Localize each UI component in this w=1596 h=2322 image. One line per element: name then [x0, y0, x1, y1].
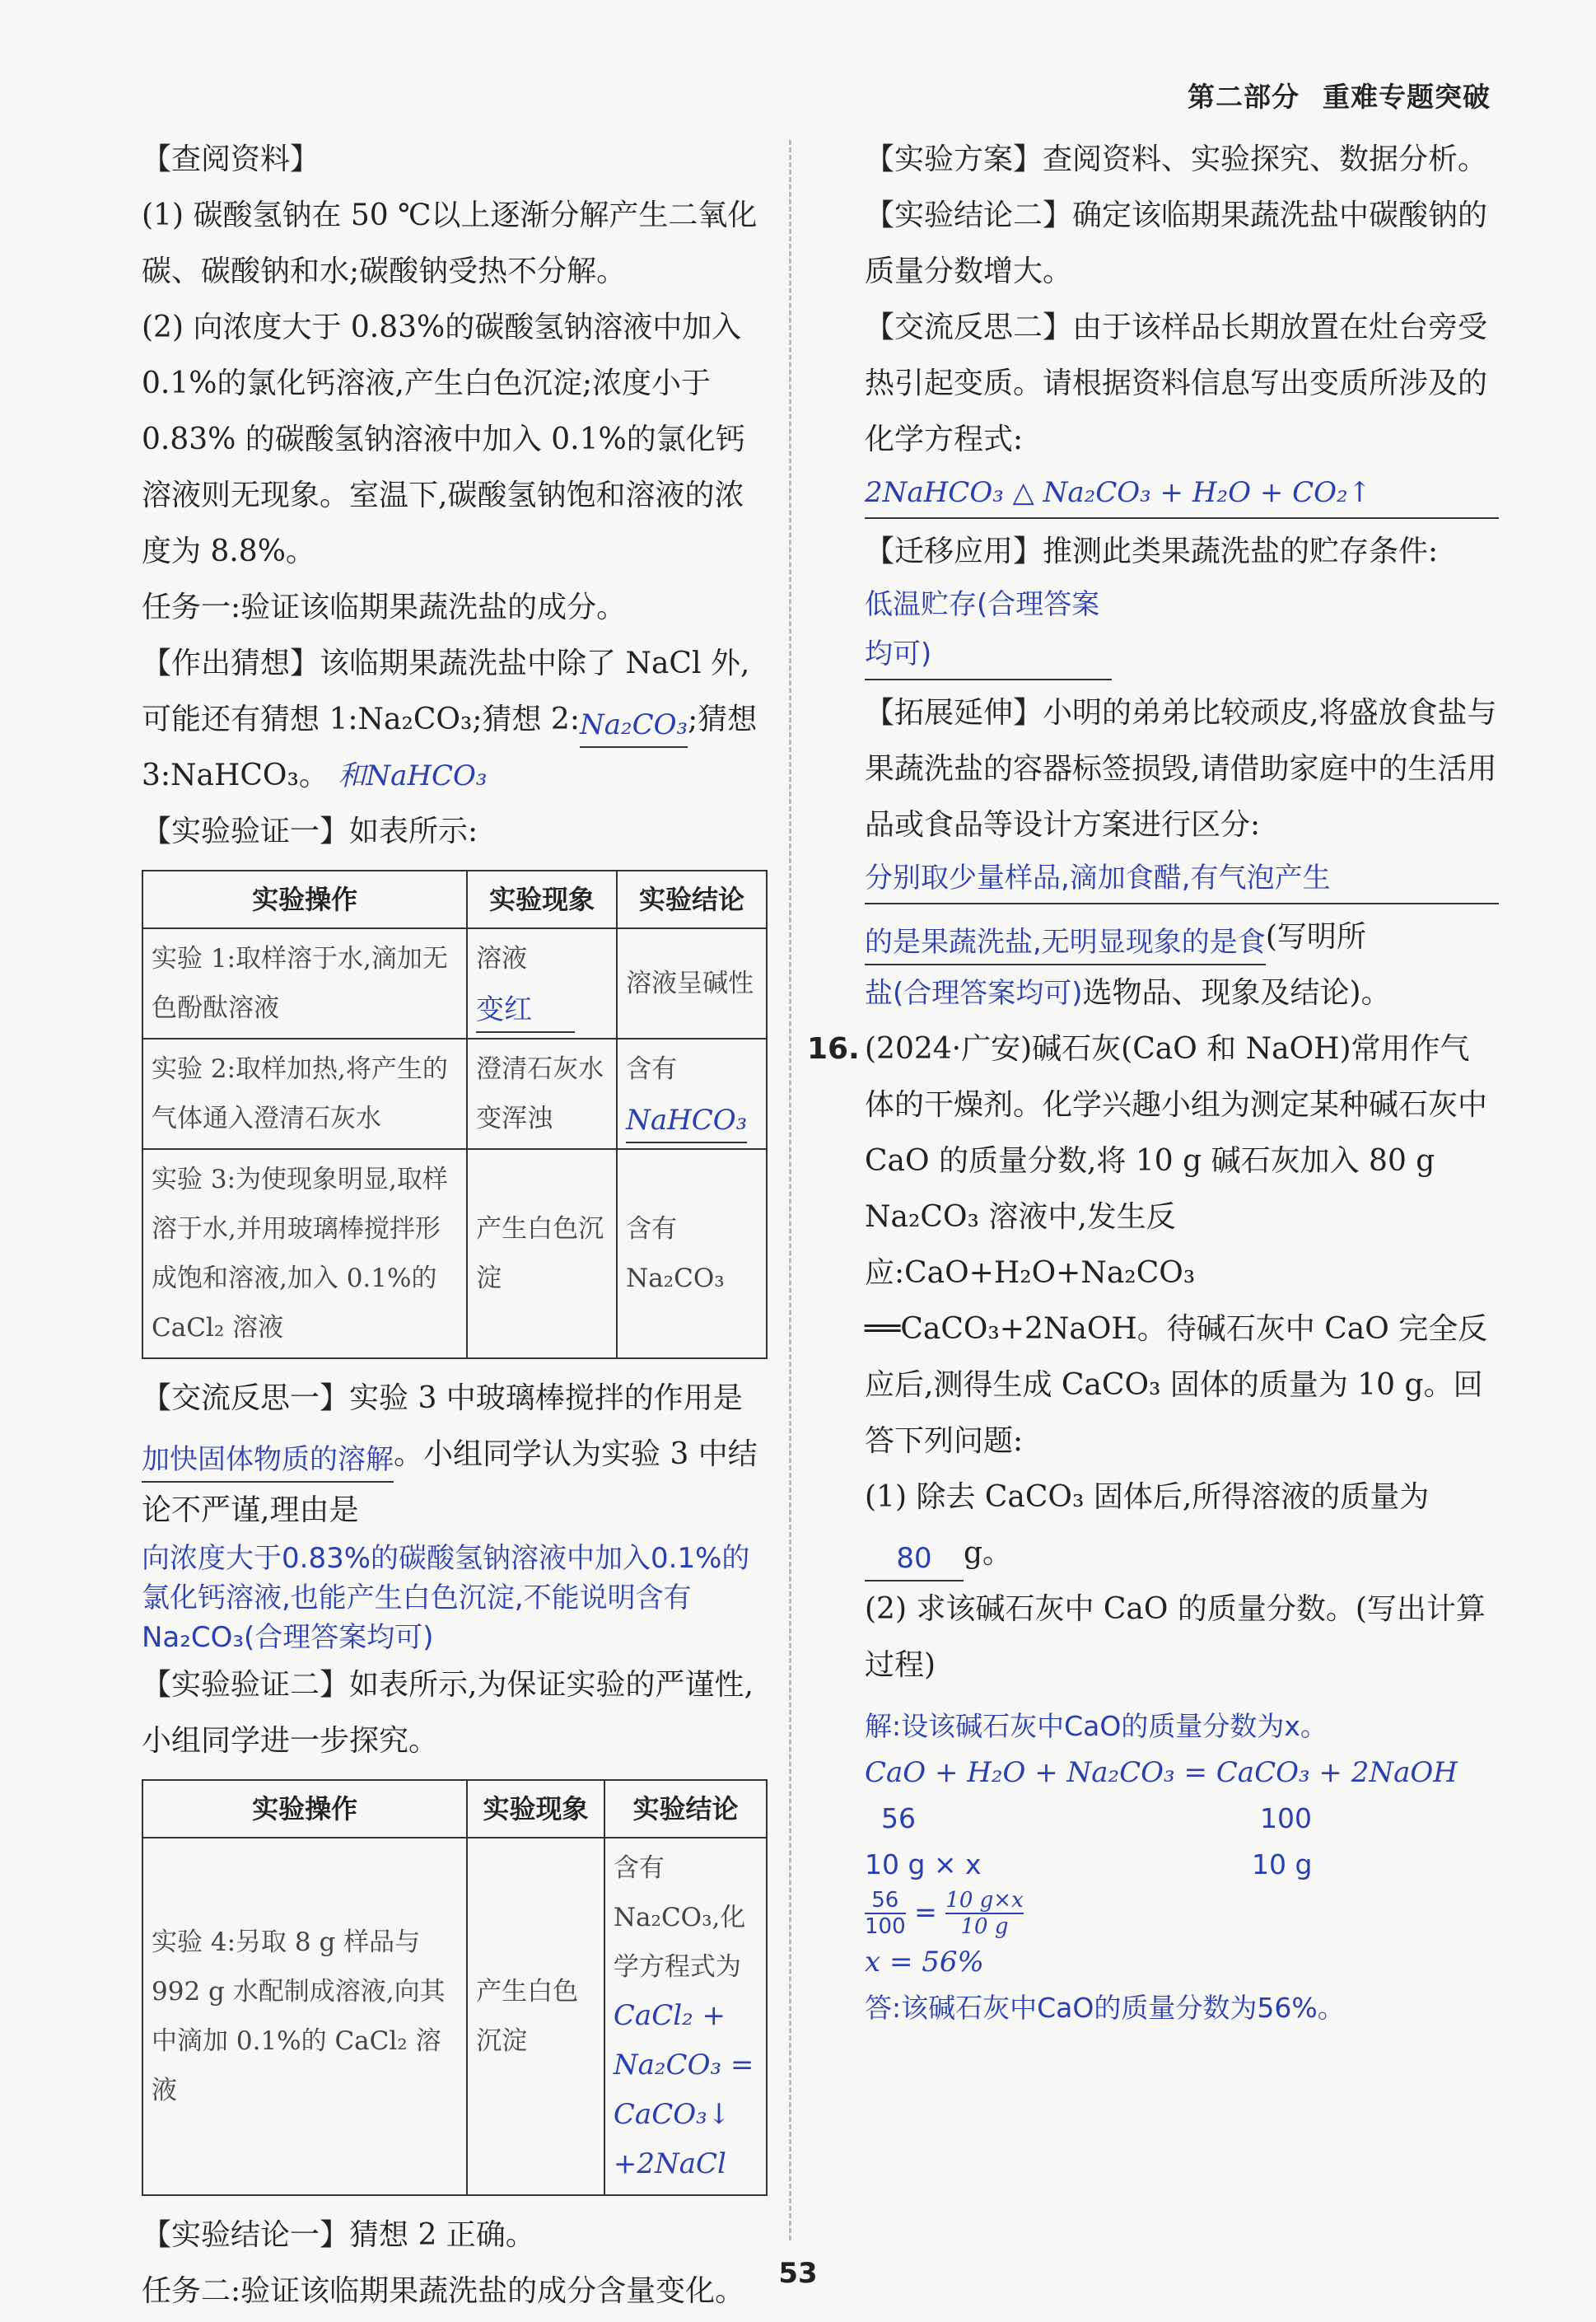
conclusion-2: 【实验结论二】确定该临期果蔬洗盐中碳酸钠的质量分数增大。: [865, 199, 1488, 288]
question-text: (2024·广安)碱石灰(CaO 和 NaOH)常用作气体的干燥剂。化学兴趣小组为测定某种碱石灰中 CaO 的质量分数,将 10 g 碱石灰加入 80 g Na₂CO₃ 溶液中,发生反应:CaO+H₂O+Na₂CO₃ ══CaCO₃+2NaOH。待碱石灰中 CaO 完全反应后,测得生成 CaCO₃ 固体的质量为 10 g。回答下列问题:: [865, 1032, 1488, 1458]
plan: 【实验方案】查阅资料、实验探究、数据分析。: [865, 142, 1488, 176]
conclusion-answer: NaHCO₃: [626, 1099, 747, 1143]
mass-answer: 80: [865, 1537, 964, 1581]
experiment-table-2: [142, 1779, 768, 2196]
question-number: 16.: [807, 1032, 860, 1066]
task-heading: 任务一:验证该临期果蔬洗盐的成分。: [142, 591, 627, 624]
storage-answer: 低温贮存(合理答案均可): [865, 580, 1112, 680]
experiment-table-1: [142, 870, 768, 1359]
reflect-answer: 加快固体物质的溶解: [142, 1438, 394, 1483]
reflect-paragraph: 【交流反思一】实验 3 中玻璃棒搅拌的作用是加快固体物质的溶解。小组同学认为实验 3 中结论不严谨,理由是: [142, 1381, 758, 1527]
section-title: 【实验验证二】如表所示,为保证实验的严谨性,小组同学进一步探究。: [142, 1668, 754, 1758]
task-heading: 任务二:验证该临期果蔬洗盐的成分含量变化。: [142, 2274, 745, 2308]
conclusion: 【实验结论一】猜想 2 正确。: [142, 2218, 535, 2252]
page-number: 53: [778, 2257, 818, 2290]
table-header: 实验结论: [604, 1780, 767, 1838]
table-row: 实验 1:取样溶于水,滴加无色酚酞溶液 溶液 变红 溶液呈碱性: [142, 928, 767, 1039]
header-title: 重难专题突破: [1323, 81, 1491, 113]
extend: 【拓展延伸】小明的弟弟比较顽皮,将盛放食盐与果蔬洗盐的容器标签损毁,请借助家庭中的生活用品或食品等设计方案进行区分:: [865, 696, 1497, 842]
guess-answer: Na₂CO₃: [580, 703, 688, 748]
solution-block: 解:设该碱石灰中CaO的质量分数为x。 CaO + H₂O + Na₂CO₃ = CaCO₃ + 2NaOH 56 100 10 g × x 10 g $\frac{56}{100}$ = $\frac{10 g\times x}{10 g}$ x = 56% 答:该碱石灰中CaO的质量分数为56%。: [865, 1703, 1499, 2031]
table-header: 实验现象: [467, 1780, 604, 1838]
ratio-equation: $\frac{56}{100}$ = $\frac{10 g\times x}{10 g}$: [865, 1888, 1024, 1939]
apply: 【迁移应用】推测此类果蔬洗盐的贮存条件:: [865, 535, 1439, 568]
equation-answer: CaCl₂ + Na₂CO₃ = CaCO₃↓ +2NaCl: [613, 1999, 754, 2180]
guess-answer-2: 和NaHCO₃: [338, 759, 488, 792]
question-part-2: (2) 求该碱石灰中 CaO 的质量分数。(写出计算过程): [865, 1592, 1486, 1682]
table-row: 实验 3:为使现象明显,取样溶于水,并用玻璃棒搅拌形成饱和溶液,加入 0.1%的 CaCl₂ 溶液 产生白色沉淀 含有 Na₂CO₃: [142, 1149, 767, 1358]
left-column: [142, 132, 768, 2320]
table-header: 实验现象: [467, 871, 617, 928]
extend-answer-3: 盐(合理答案均可): [865, 977, 1083, 1010]
table-row: 实验 4:另取 8 g 样品与 992 g 水配制成溶液,向其中滴加 0.1%的 CaCl₂ 溶液 产生白色沉淀 含有 Na₂CO₃,化学方程式为 CaCl₂ + Na₂CO₃ = CaCO₃↓ +2NaCl: [142, 1838, 767, 2195]
paragraph: (2) 向浓度大于 0.83%的碳酸氢钠溶液中加入 0.1%的氯化钙溶液,产生白色沉淀;浓度小于 0.83% 的碳酸氢钠溶液中加入 0.1%的氯化钙溶液则无现象。室温下,碳酸氢钠饱和溶液的浓度为 8.8%。: [142, 311, 745, 568]
extend-line: 的是果蔬洗盐,无明显现象的是食(写明所: [865, 909, 1499, 965]
guess-paragraph: 【作出猜想】该临期果蔬洗盐中除了 NaCl 外,可能还有猜想 1:Na₂CO₃;猜想 2:Na₂CO₃;猜想 3:NaHCO₃。 和NaHCO₃: [142, 647, 758, 792]
table-header: 实验操作: [142, 871, 467, 928]
section-title: 【实验验证一】如表所示:: [142, 815, 478, 848]
extend-line: 盐(合理答案均可)选物品、现象及结论)。: [865, 976, 1391, 1010]
section-title: 【查阅资料】: [142, 142, 320, 176]
paragraph: (1) 碳酸氢钠在 50 ℃以上逐渐分解产生二氧化碳、碳酸钠和水;碳酸钠受热不分解。: [142, 199, 758, 288]
table-header: 实验操作: [142, 1780, 467, 1838]
reflect-2: 【交流反思二】由于该样品长期放置在灶台旁受热引起变质。请根据资料信息写出变质所涉及的化学方程式:: [865, 311, 1488, 456]
header-part: 第二部分: [1188, 81, 1300, 113]
reason-answer: 向浓度大于0.83%的碳酸氢钠溶液中加入0.1%的氯化钙溶液,也能产生白色沉淀,不能说明含有Na₂CO₃(合理答案均可): [142, 1542, 750, 1654]
table-row: 实验 2:取样加热,将产生的气体通入澄清石灰水 澄清石灰水变浑浊 含有NaHCO₃: [142, 1039, 767, 1149]
extend-answer-2: 的是果蔬洗盐,无明显现象的是食: [865, 921, 1266, 965]
extend-answer-1: 分别取少量样品,滴加食醋,有气泡产生: [865, 853, 1499, 904]
table-header: 实验结论: [617, 871, 767, 928]
page-header: [1188, 76, 1491, 114]
phenomenon-answer: 变红: [476, 988, 575, 1033]
question-16: [807, 1021, 1499, 2031]
question-part-1: (1) 除去 CaCO₃ 固体后,所得溶液的质量为 80 g。: [865, 1469, 1499, 1581]
column-divider: [789, 140, 791, 2240]
decomposition-equation-answer: 2NaHCO₃ △ Na₂CO₃ + H₂O + CO₂↑: [865, 468, 1499, 519]
right-column: [807, 132, 1499, 2031]
